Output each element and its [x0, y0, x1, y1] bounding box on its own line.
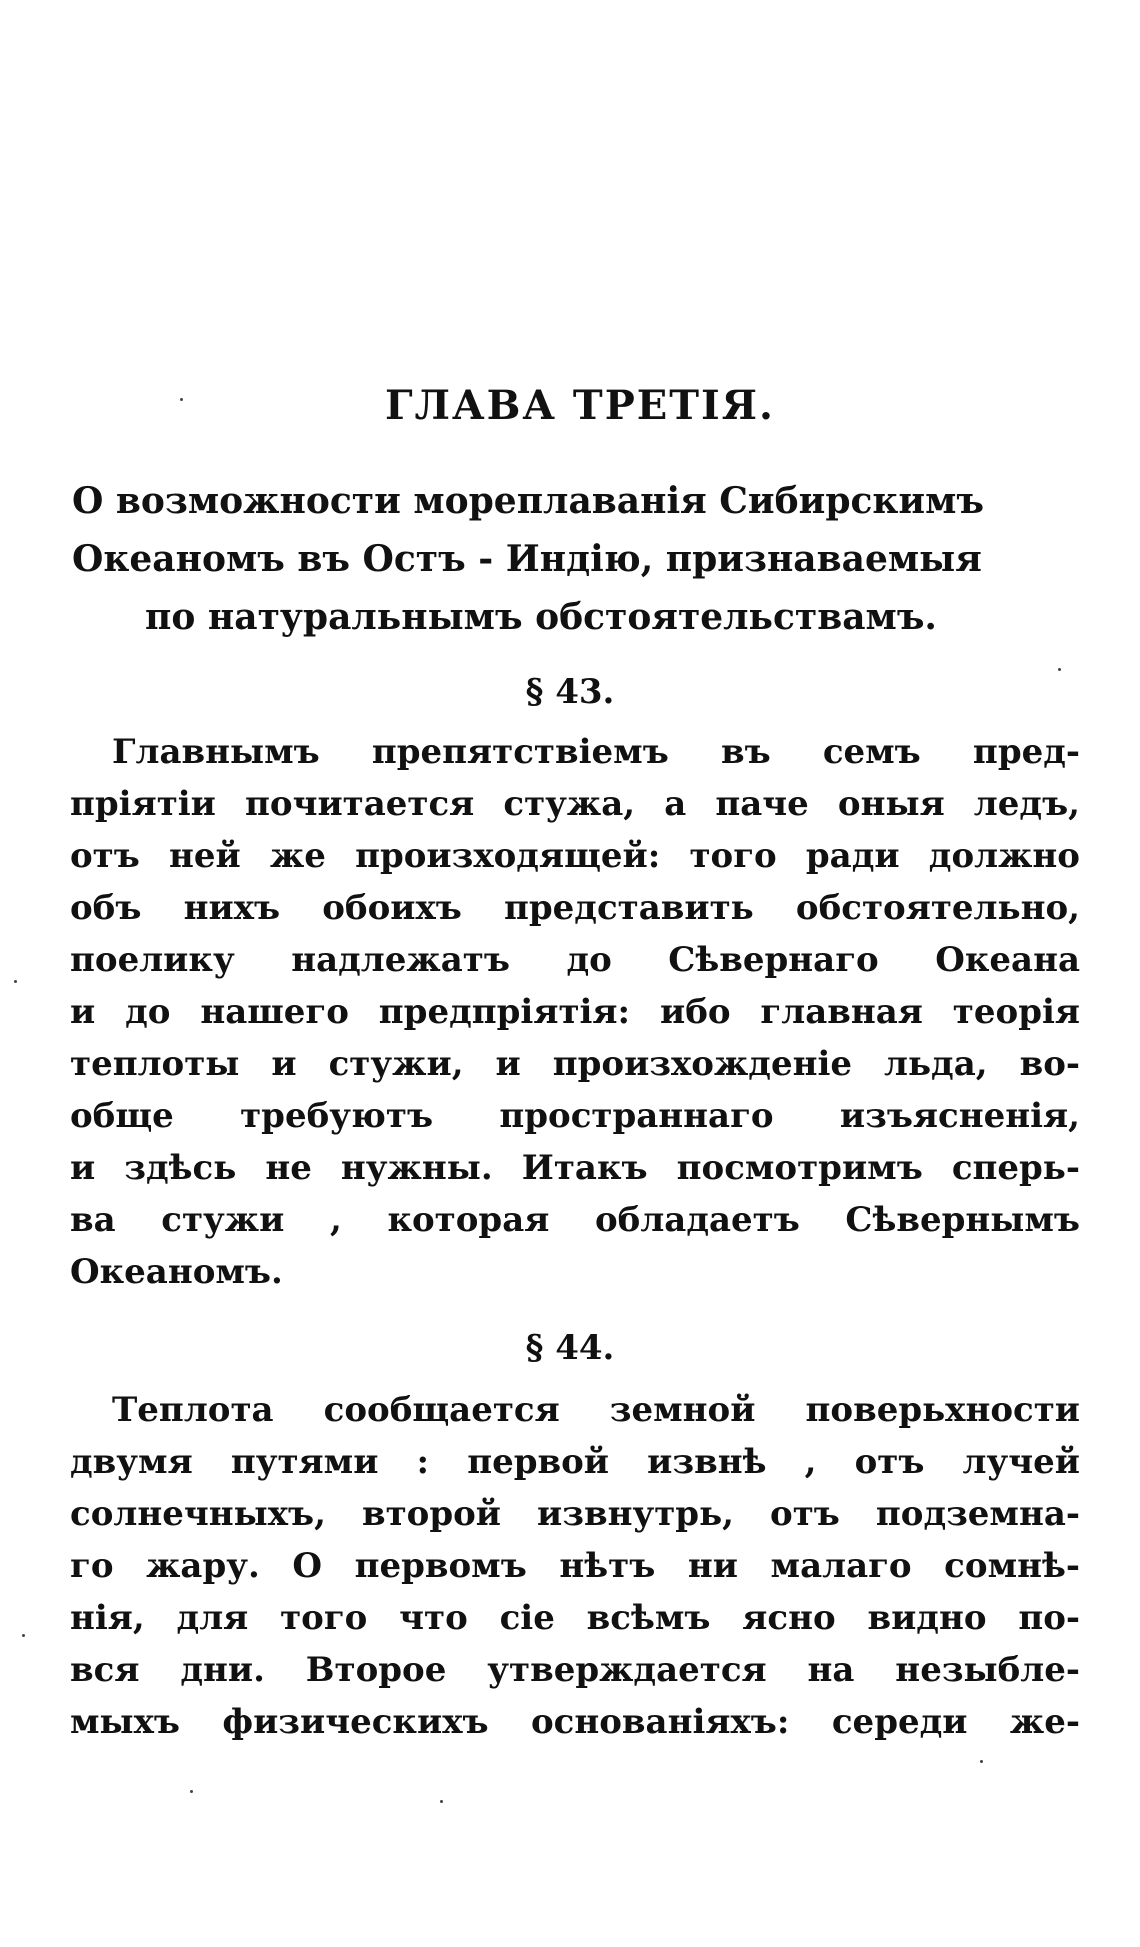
chapter-subtitle-line: О возможности мореплаванія Сибирскимъ: [72, 480, 985, 522]
section-43-line: пріятіи почитается стужа, а паче оныя ледъ,: [70, 784, 1080, 824]
section-44-line: двумя путями : первой извнѣ , отъ лучей: [70, 1442, 1080, 1482]
section-44-line: го жару. О первомъ нѣтъ ни малаго сомнѣ-: [70, 1546, 1080, 1586]
chapter-subtitle-line: по натуральнымъ обстоятельствамъ.: [145, 596, 937, 638]
section-44-line: вся дни. Второе утверждается на незыбле-: [70, 1650, 1080, 1690]
section-43-line: теплоты и стужи, и произхожденіе льда, во-: [70, 1044, 1080, 1084]
chapter-title: ГЛАВА ТРЕТІЯ.: [385, 382, 775, 429]
scan-speck: [14, 980, 17, 983]
scan-speck: [1058, 668, 1061, 671]
section-43-line: Главнымъ препятствіемъ въ семъ пред-: [112, 732, 1080, 772]
section-43-line: ва стужи , которая обладаетъ Сѣвернымъ: [70, 1200, 1080, 1240]
section-44-line: солнечныхъ, второй извнутрь, отъ подземна-: [70, 1494, 1080, 1534]
section-43-mark: § 43.: [525, 672, 615, 712]
scan-speck: [440, 1800, 443, 1803]
scan-speck: [22, 1634, 25, 1637]
section-43-line: Океаномъ.: [70, 1252, 283, 1292]
scan-speck: [190, 1790, 193, 1793]
section-43-line: обще требуютъ пространнаго изъясненія,: [70, 1096, 1080, 1136]
section-44-line: Теплота сообщается земной поверьхности: [112, 1390, 1080, 1430]
section-44-line: нія, для того что сіе всѣмъ ясно видно по-: [70, 1598, 1080, 1638]
scan-speck: [180, 398, 183, 401]
chapter-subtitle-line: Океаномъ въ Остъ - Индію, признаваемыя: [72, 538, 982, 580]
section-43-line: и до нашего предпріятія: ибо главная теорія: [70, 992, 1080, 1032]
section-43-line: поелику надлежатъ до Сѣвернаго Океана: [70, 940, 1080, 980]
section-43-line: отъ ней же произходящей: того ради должно: [70, 836, 1080, 876]
scan-speck: [980, 1760, 983, 1763]
section-43-line: и здѣсь не нужны. Итакъ посмотримъ сперь-: [70, 1148, 1080, 1188]
section-44-line: мыхъ физическихъ основаніяхъ: середи же-: [70, 1702, 1080, 1742]
section-44-mark: § 44.: [525, 1328, 615, 1368]
section-43-line: объ нихъ обоихъ представить обстоятельно,: [70, 888, 1080, 928]
